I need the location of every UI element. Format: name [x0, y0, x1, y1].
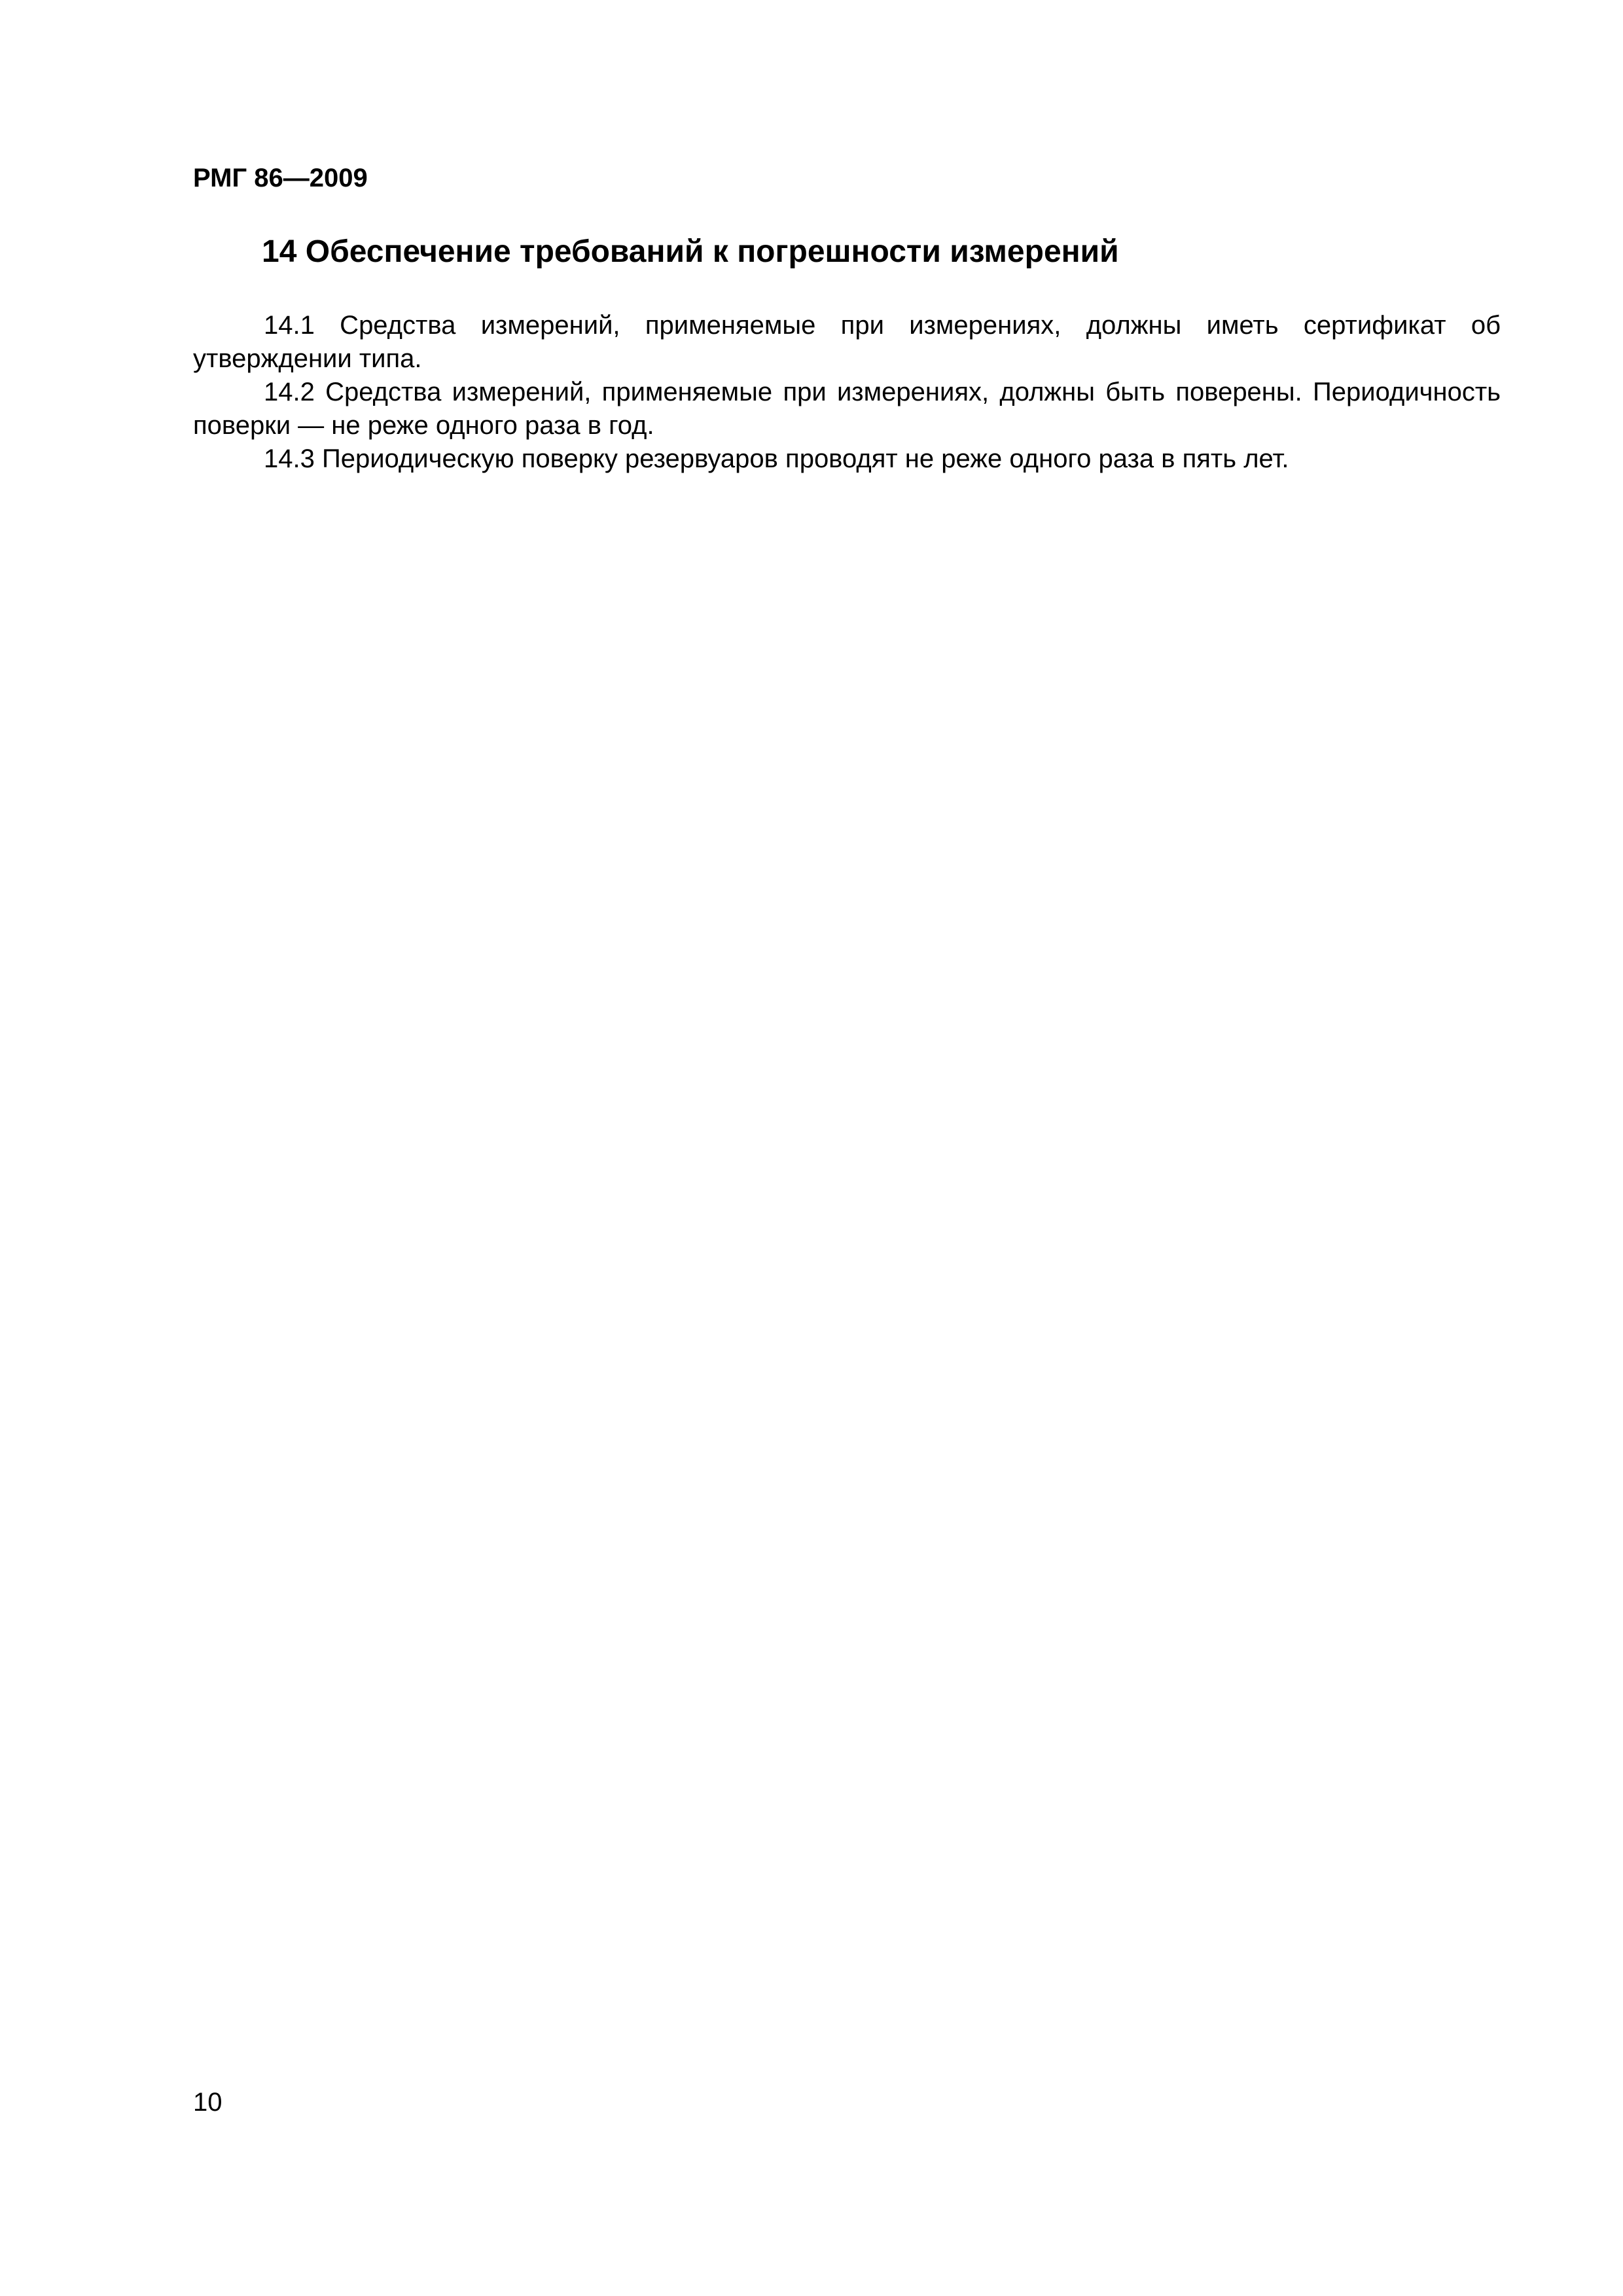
section-body [193, 309, 1501, 476]
page-number: 10 [193, 2088, 223, 2117]
document-code: РМГ 86—2009 [193, 164, 368, 192]
paragraph-14-3: 14.3 Периодическую поверку резервуаров проводят не реже одного раза в пять лет. [264, 444, 1289, 473]
paragraph-14-2: 14.2 Средства измерений, применяемые при измерениях, должны быть поверены. Периодичность поверки — не реже одного раза в год. [193, 378, 1501, 440]
paragraph-14-1: 14.1 Средства измерений, применяемые при измерениях, должны иметь сертификат об утверждении типа. [193, 311, 1501, 373]
section-title: 14 Обеспечение требований к погрешности измерений [262, 234, 1119, 269]
